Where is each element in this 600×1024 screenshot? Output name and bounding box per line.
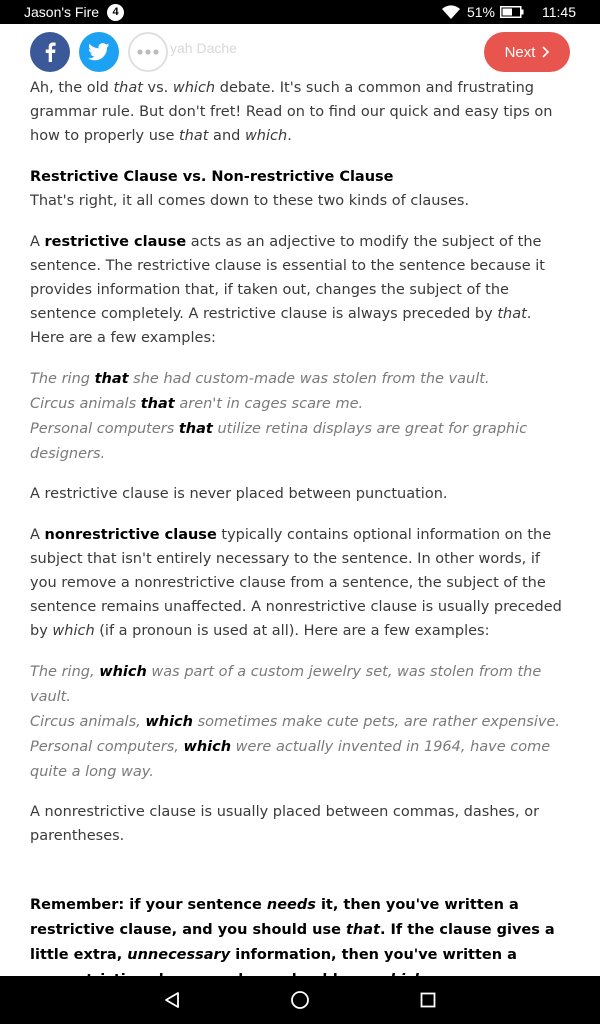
section-subheading: That's right, it all comes down to these two kinds of clauses. — [30, 193, 470, 209]
text: A — [30, 234, 45, 250]
section-heading: Restrictive Clause vs. Non-restrictive Clause — [30, 169, 394, 185]
facebook-share-button[interactable] — [30, 32, 70, 72]
more-share-button[interactable] — [128, 32, 168, 72]
back-icon — [163, 991, 181, 1009]
text: (if a pronoun is used at all). Here are a few examples: — [94, 623, 490, 639]
text: The ring — [30, 371, 95, 387]
recents-icon — [420, 992, 436, 1008]
restrictive-term: restrictive clause — [44, 234, 187, 250]
text: debate. It's such a common and frustrating grammar rule. But don't fret! Read on to find our quick and easy tips on how to properly use — [30, 80, 553, 144]
keyword: which — [183, 739, 232, 755]
text: . If the clause gives a little extra, — [30, 922, 555, 963]
text: Circus animals, — [30, 714, 146, 730]
keyword: which — [145, 714, 193, 730]
example-line — [30, 664, 541, 705]
navigation-bar — [0, 976, 600, 1024]
keyword: that — [140, 396, 175, 412]
text: utilize retina displays are great for graphic designers. — [30, 421, 528, 462]
text: Personal computers — [30, 421, 179, 437]
text: were actually invented in 1964, have come quite a long way. — [30, 739, 551, 780]
nonrestrictive-note: A nonrestrictive clause is usually placed between commas, dashes, or parentheses. — [30, 804, 540, 844]
keyword: that — [94, 371, 129, 387]
restrictive-paragraph — [30, 230, 570, 350]
text: A — [30, 527, 45, 543]
text: The ring, — [30, 664, 100, 680]
example-line — [30, 421, 527, 462]
twitter-share-button[interactable] — [79, 32, 119, 72]
home-button[interactable] — [288, 988, 312, 1012]
example-line — [30, 371, 490, 387]
home-icon — [290, 990, 310, 1010]
twitter-icon — [88, 43, 110, 61]
text: and — [208, 128, 245, 144]
which-word: which — [244, 128, 288, 144]
example-line — [30, 396, 363, 412]
text: was part of a custom jewelry set, was stolen from the vault. — [30, 664, 542, 705]
text: she had custom-made was stolen from the vault. — [128, 371, 490, 387]
text: typically contains optional information on the subject that isn't entirely necessary to the sentence. In other words, if you remove a nonrestrictive clause from a sentence, the subject of the sentence remains unaffected. A nonrestrictive clause is usually preceded by — [30, 527, 562, 639]
emphasis: needs — [266, 897, 316, 913]
battery-icon — [500, 6, 524, 18]
text: . — [287, 128, 292, 144]
intro-paragraph — [30, 76, 570, 148]
chevron-right-icon — [542, 46, 549, 58]
example-line — [30, 739, 550, 780]
clock: 11:45 — [542, 4, 576, 20]
back-button[interactable] — [160, 988, 184, 1012]
text: it, then you've written a restrictive clause, and you should use — [30, 897, 519, 938]
text: Circus animals — [30, 396, 141, 412]
article-body — [30, 76, 570, 1010]
more-icon — [137, 49, 159, 55]
text: sometimes make cute pets, are rather expensive. — [192, 714, 560, 730]
which-word: which — [52, 623, 95, 639]
wifi-icon — [441, 4, 461, 20]
text: Personal computers, — [30, 739, 184, 755]
next-label: Next — [504, 43, 536, 61]
device-name: Jason's Fire — [24, 4, 100, 20]
author-name-faded: yah Dache — [170, 40, 237, 56]
that-word: that — [345, 922, 380, 938]
facebook-icon — [44, 42, 56, 62]
nonrestrictive-term: nonrestrictive clause — [44, 527, 217, 543]
status-bar — [0, 0, 600, 24]
text: . Here are a few examples: — [30, 306, 532, 346]
notification-badge: 4 — [107, 4, 124, 21]
recents-button[interactable] — [416, 988, 440, 1012]
text: Ah, the old — [30, 80, 114, 96]
restrictive-examples — [30, 367, 570, 467]
that-word: that — [113, 80, 143, 96]
which-word: which — [172, 80, 216, 96]
text: Remember: if your sentence — [30, 897, 267, 913]
status-indicators — [441, 4, 576, 20]
emphasis: unnecessary — [127, 947, 231, 963]
nonrestrictive-paragraph — [30, 523, 570, 643]
nonrestrictive-examples — [30, 660, 570, 785]
text: acts as an adjective to modify the subject of the sentence. The restrictive clause is essential to the sentence because it provides information that, if taken out, changes the subject of the sentence completely. A restrictive clause is always preceded by — [30, 234, 545, 322]
text: aren't in cages scare me. — [174, 396, 364, 412]
keyword: that — [178, 421, 213, 437]
next-button[interactable] — [484, 32, 570, 72]
battery-percent: 51% — [466, 4, 495, 20]
restrictive-note: A restrictive clause is never placed between punctuation. — [30, 486, 448, 502]
text: vs. — [142, 80, 173, 96]
that-word: that — [497, 306, 527, 322]
text: information, then you've written a — [235, 947, 517, 963]
example-line — [30, 714, 560, 730]
that-word: that — [179, 128, 209, 144]
keyword: which — [99, 664, 147, 680]
